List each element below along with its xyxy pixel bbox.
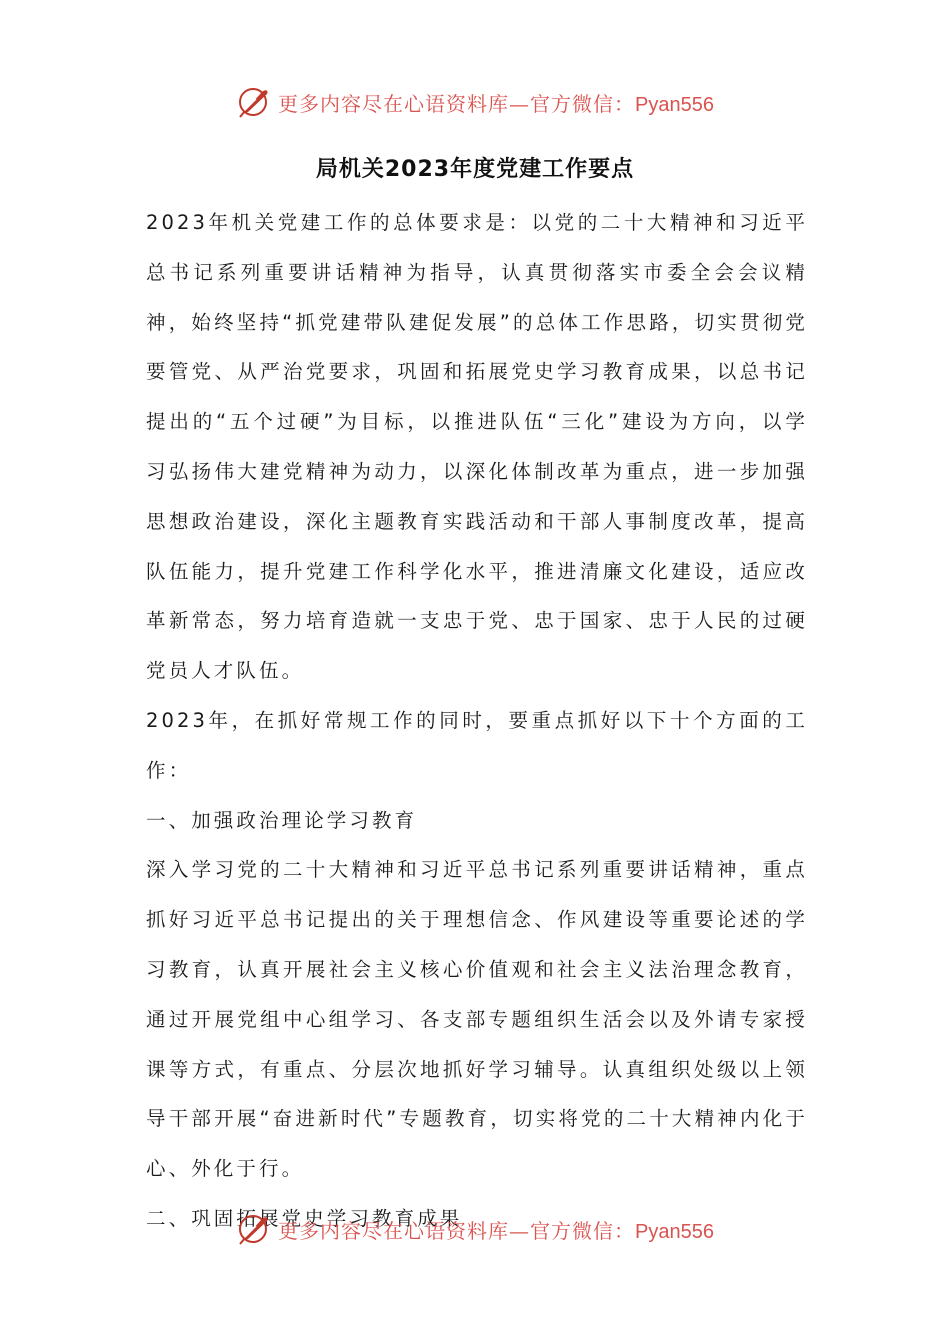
quill-logo-icon xyxy=(236,1211,272,1247)
quill-logo-icon xyxy=(236,84,272,120)
watermark-text: 更多内容尽在心语资料库—官方微信：Pyan556 xyxy=(278,1218,714,1243)
watermark-text: 更多内容尽在心语资料库—官方微信：Pyan556 xyxy=(278,91,714,116)
document-body xyxy=(146,198,808,1244)
paragraph-overall-requirements: 2023年机关党建工作的总体要求是：以党的二十大精神和习近平总书记系列重要讲话精神为指导，认真贯彻落实市委全会会议精神，始终坚持“抓党建带队建促发展”的总体工作思路，切实贯彻党要管党、从严治党要求，巩固和拓展党史学习教育成果，以总书记提出的“五个过硬”为目标，以推进队伍“三化”建设为方向，以学习弘扬伟大建党精神为动力，以深化体制改革为重点，进一步加强思想政治建设，深化主题教育实践活动和干部人事制度改革，提高队伍能力，提升党建工作科学化水平，推进清廉文化建设，适应改革新常态，努力培育造就一支忠于党、忠于国家、忠于人民的过硬党员人才队伍。 xyxy=(146,211,808,683)
section-heading-2: 二、巩固拓展党史学习教育成果 xyxy=(146,1206,463,1230)
document-title: 局机关2023年度党建工作要点 xyxy=(315,157,635,182)
watermark-header xyxy=(0,84,950,120)
paragraph-key-tasks-intro: 2023年，在抓好常规工作的同时，要重点抓好以下十个方面的工作： xyxy=(146,708,808,782)
watermark-wechat-id: Pyan556 xyxy=(635,1220,714,1243)
section-heading-1: 一、加强政治理论学习教育 xyxy=(146,808,418,832)
watermark-footer xyxy=(0,1211,950,1247)
section-body-1: 深入学习党的二十大精神和习近平总书记系列重要讲话精神，重点抓好习近平总书记提出的关于理想信念、作风建设等重要论述的学习教育，认真开展社会主义核心价值观和社会主义法治理念教育，通过开展党组中心组学习、各支部专题组织生活会以及外请专家授课等方式，有重点、分层次地抓好学习辅导。认真组织处级以上领导干部开展“奋进新时代”专题教育，切实将党的二十大精神内化于心、外化于行。 xyxy=(146,858,808,1181)
watermark-wechat-id: Pyan556 xyxy=(635,93,714,116)
